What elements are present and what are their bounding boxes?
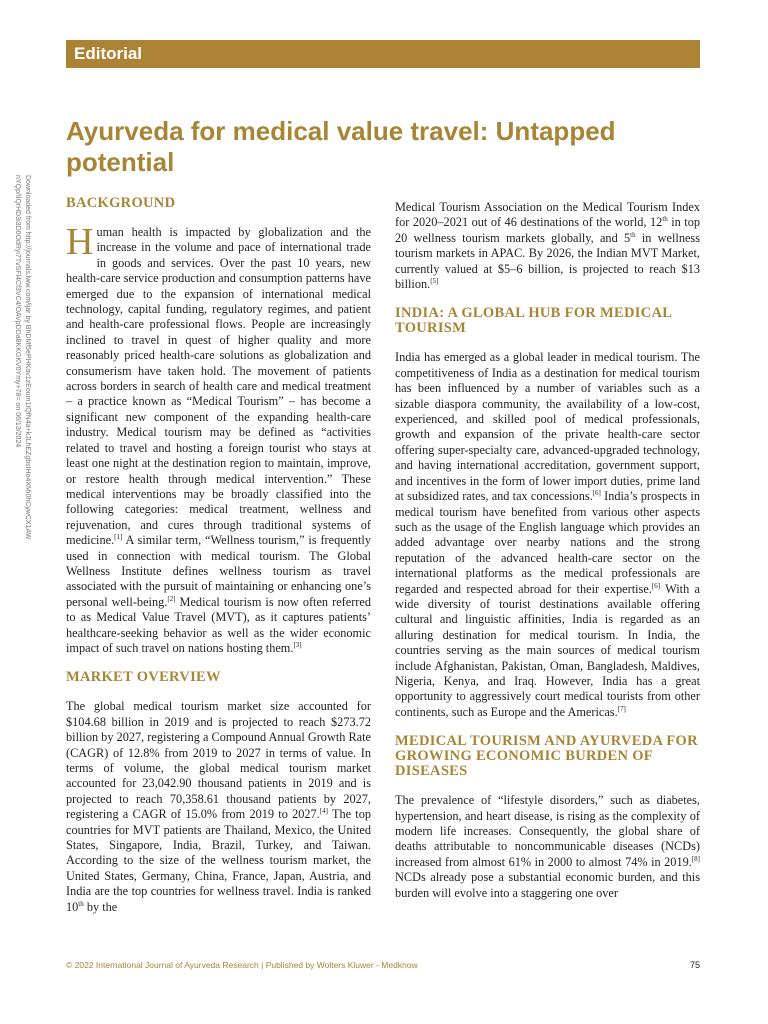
- download-note-text: Downloaded from http://journals.lww.com/ijar by BhDMf5ePHKav1zEoum1tQfN4a+kJLhEZgbsIHo4XMi0hCywCX1AW nYQp/IlQrHD3i3D0OdRyi7TvSFl4Cf3VC4/OAVpDDa8KKGKV0Ymy+78= on 06/13/2024: [14, 175, 31, 540]
- citation[interactable]: [6]: [592, 489, 601, 497]
- text-run: NCDs already pose a substantial economic burden, and this burden will evolve into a staggering one over: [395, 870, 700, 900]
- ayurveda-paragraph: [395, 793, 700, 901]
- text-run: by the: [83, 899, 118, 914]
- citation[interactable]: [6]: [651, 581, 661, 590]
- citation[interactable]: [4]: [319, 807, 328, 816]
- heading-market-overview: MARKET OVERVIEW: [66, 669, 221, 686]
- text-run: Medical tourism is now often referred to as Medical Value Travel (MVT), as it captures patients’ healthcare-seeking behavior as well as the wider economic impact of such travel on nations hosting them.: [66, 594, 371, 655]
- market-paragraph: [66, 699, 371, 915]
- citation[interactable]: [2]: [167, 594, 176, 603]
- article-title: Ayurveda for medical value travel: Untapped potential: [66, 116, 616, 177]
- text-run: With a wide diversity of tourist destinations available offering cultural and linguistic affinities, India is regarded as an alluring destination for medical tourism. In India, the countries serving as the main sources of medical tourism include Afghanistan, Pakistan, Oman, Bangladesh, Maldives, Nigeria, Kenya, and Iraq. However, India has a great opportunity to aggressively court medical tourists from other continents, such as Europe and the Americas.: [395, 581, 701, 719]
- heading-ayurveda-burden: MEDICAL TOURISM AND AYURVEDA FOR GROWING ECONOMIC BURDEN OF DISEASES: [395, 733, 698, 780]
- background-paragraph: [66, 221, 371, 656]
- column-right: [395, 200, 700, 901]
- drop-cap: H: [66, 221, 94, 263]
- heading-background: BACKGROUND: [66, 195, 176, 211]
- heading-india-hub: INDIA: A GLOBAL HUB FOR MEDICAL TOURISM: [395, 305, 672, 337]
- text-run: Medical Tourism Association on the Medical Tourism Index for 2020–2021 out of 46 destinations of the world, 12: [395, 200, 700, 230]
- section-label: Editorial: [74, 44, 143, 63]
- citation[interactable]: [8]: [691, 854, 700, 863]
- text-run: in top 20 wellness tourism markets globally, and 5: [395, 215, 700, 245]
- india-paragraph: [395, 350, 700, 720]
- text-run: India’s prospects in medical tourism have benefited from various other aspects such as the usage of the English language which provides an added advantage over nearby nations and the strong reputation of the advanced health-care sector on the international platforms as the medical professionals are regarded and respected abroad for their expertise.: [395, 489, 700, 596]
- citation[interactable]: [1]: [114, 533, 123, 542]
- market-paragraph-continued: [395, 200, 700, 292]
- citation[interactable]: [5]: [430, 276, 439, 285]
- column-left: [66, 196, 371, 915]
- text-run: in wellness tourism markets in APAC. By 2026, the Indian MVT Market, currently valued at $5–6 billion, is projected to reach $13 billion.: [395, 230, 701, 292]
- page-number: 75: [690, 960, 701, 970]
- footer-copyright: © 2022 International Journal of Ayurveda Research | Published by Wolters Kluwer - Medknow: [66, 960, 418, 970]
- text-run: A similar term, “Wellness tourism,” is frequently used in connection with medical tourism. The Global Wellness Institute defines wellness tourism as travel associated with the pursuit of maintaining or enhancing one’s personal well-being.: [66, 533, 371, 609]
- text-run: uman health is impacted by globalization and the increase in the volume and pace of international trade in goods and services. Over the past 10 years, new health-care service production and consumption patterns have emerged due to the expansion of international medical technology, capital funding, regulatory regimes, and patient and health-care professional flows. People are increasingly inclined to travel in quest of higher quality and more reasonably priced health-care solutions as globalization and consumerism have taken hold. The movement of patients across borders in search of health care and medical treatment – a practice known as “Medical Tourism” – has become a significant new component of the expanding health-care industry. Medical tourism may be defined as “activities related to travel and hosting a foreign tourist who stays at least one night at the destination region to maintain, improve, or restore health through medical intervention.” These medical interventions may be broadly classified into the following categories: medical treatment, wellness and rejuvenation, and cures through traditional systems of medicine.: [66, 225, 371, 548]
- section-banner: [66, 40, 700, 68]
- ordinal-suffix: th: [630, 230, 636, 239]
- citation[interactable]: [7]: [617, 704, 626, 713]
- text-run: India has emerged as a global leader in medical tourism. The competitiveness of India as a destination for medical tourism has been influenced by a number of variables such as a sizable diaspora community, the availability of a low-cost, experienced, and skilled pool of medical professionals, growth and expansion of the private health-care sector offering super-specialty care, advanced-upgraded technology, and having international accreditation, government support, and incentives in the form of lower import duties, prime land at subsidized rates, and tax concessions.: [395, 350, 700, 504]
- ordinal-suffix: th: [78, 899, 84, 908]
- text-run: The global medical tourism market size accounted for $104.68 billion in 2019 and is projected to reach $273.72 billion by 2027, registering a Compound Annual Growth Rate (CAGR) of 12.8% from 2019 to 2027 in terms of value. In terms of volume, the global medical tourism market accounted for 23,042.90 thousand patients in 2019 and is projected to reach 70,358.61 thousand patients by 2027, registering a CAGR of 15.0% from 2019 to 2027.: [66, 699, 371, 822]
- text-run: The top countries for MVT patients are Thailand, Mexico, the United States, Singapore, India, Brazil, Turkey, and Taiwan. According to the size of the wellness tourism market, the United States, Germany, China, France, Japan, Austria, and India are the top countries for wellness travel. India is ranked 10: [66, 807, 371, 914]
- citation[interactable]: [3]: [293, 640, 302, 649]
- ordinal-suffix: th: [662, 215, 668, 224]
- text-run: The prevalence of “lifestyle disorders,” such as diabetes, hypertension, and heart disease, is rising as the complexity of modern life increases. Consequently, the global share of deaths attributable to noncommunicable diseases (NCDs) increased from almost 61% in 2000 to almost 74% in 2019.: [395, 793, 700, 869]
